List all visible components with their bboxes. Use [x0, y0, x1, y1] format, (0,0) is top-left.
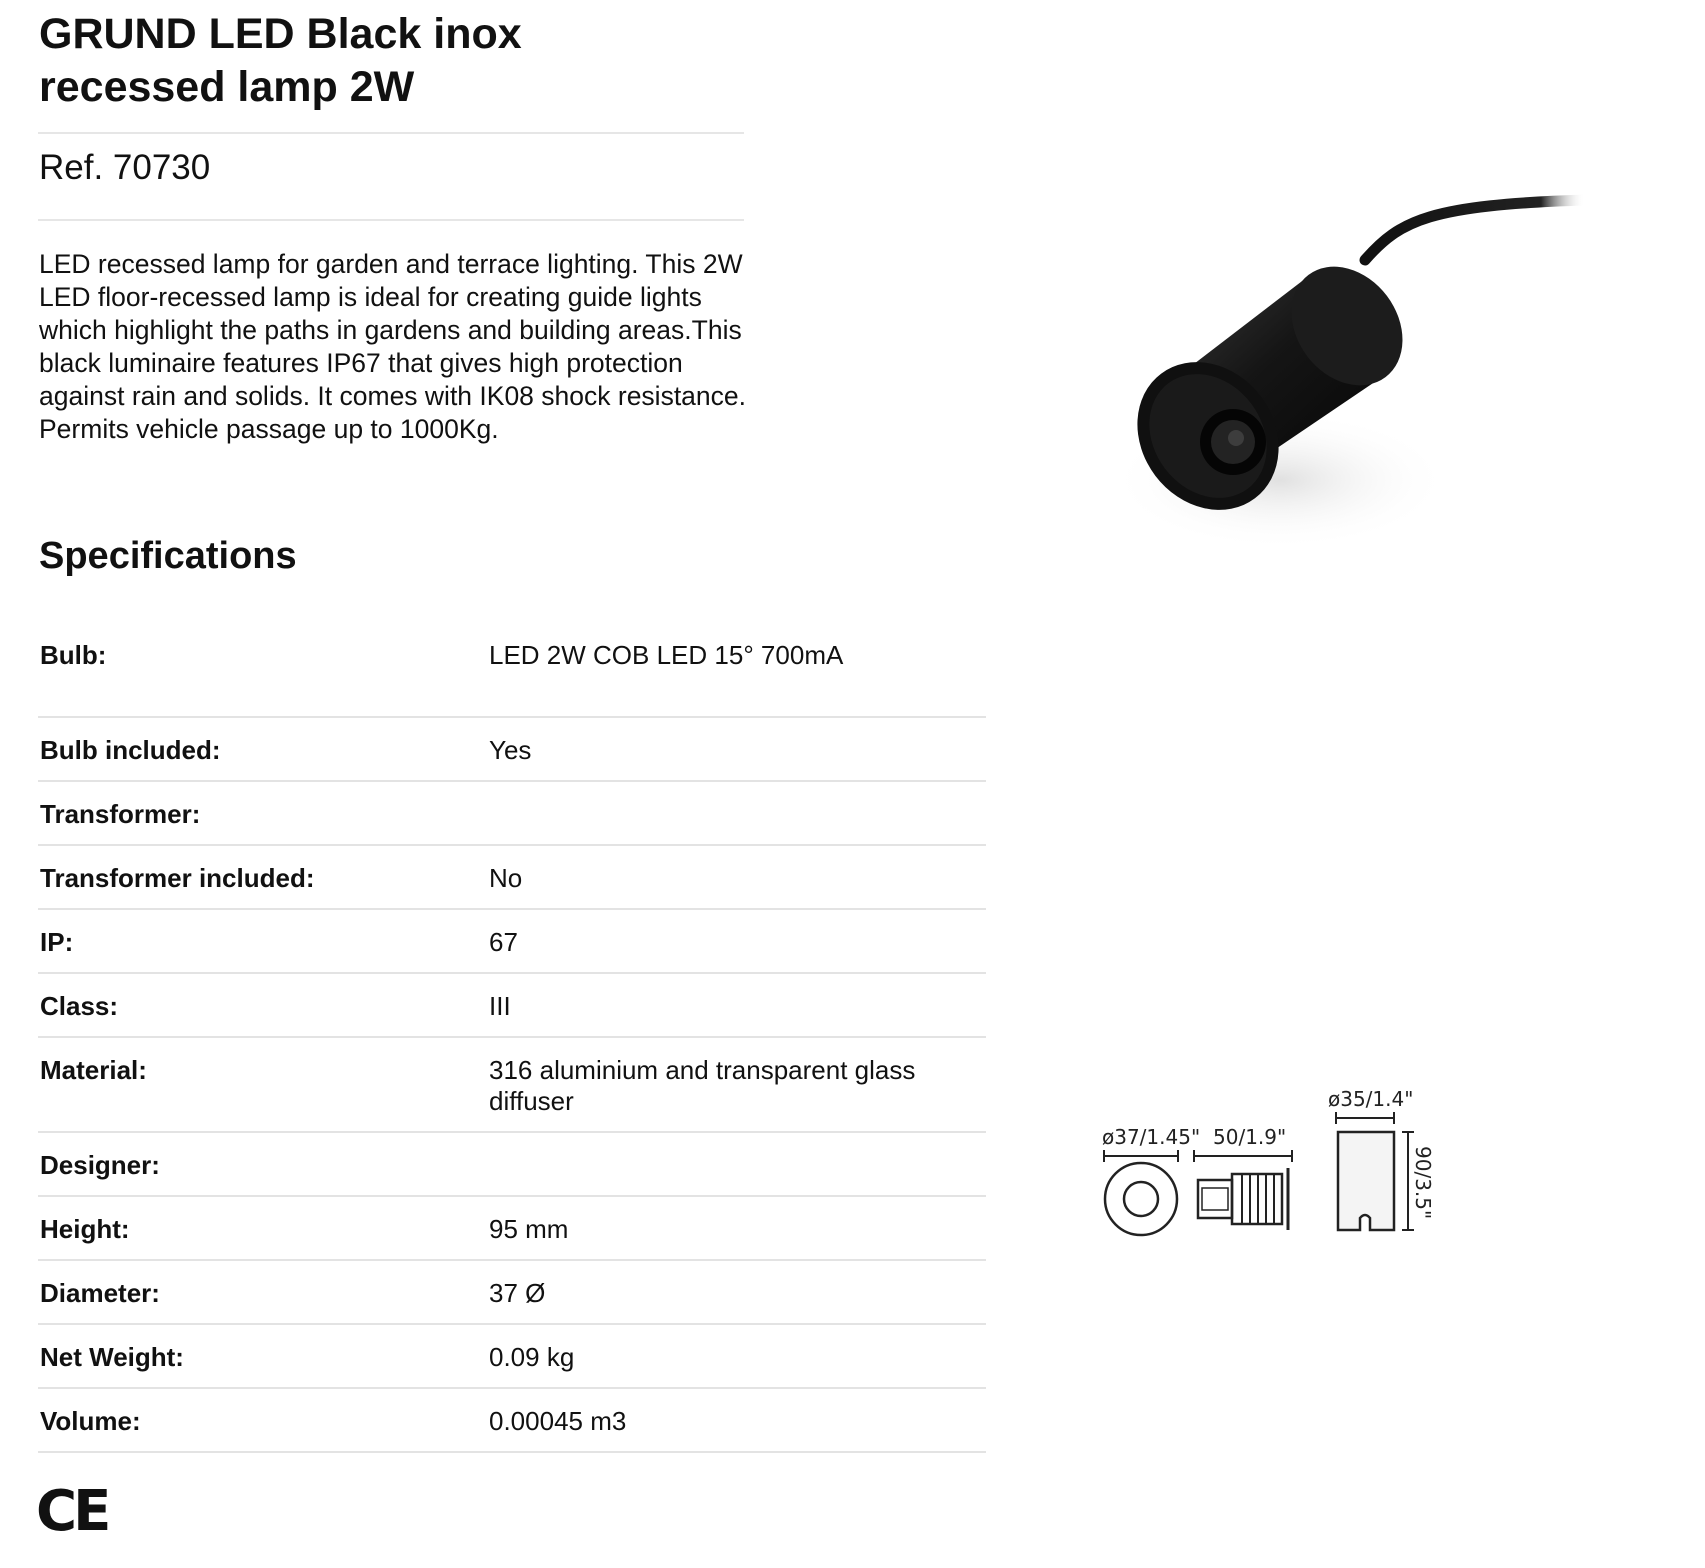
- spec-label: Bulb:: [40, 640, 107, 670]
- spec-row-designer: [38, 1133, 986, 1197]
- spec-label: Height:: [40, 1214, 130, 1244]
- specifications-table: [38, 620, 986, 1453]
- spec-label: Transformer included:: [40, 863, 315, 893]
- divider: [38, 132, 744, 134]
- spec-value: III: [489, 991, 511, 1021]
- spec-value: LED 2W COB LED 15° 700mA: [489, 640, 844, 670]
- spec-row-bulb: [38, 620, 986, 718]
- spec-label: Designer:: [40, 1150, 160, 1180]
- spec-value: No: [489, 863, 523, 893]
- spec-row-volume: [38, 1389, 986, 1453]
- spec-label: Material:: [40, 1055, 147, 1085]
- ce-mark-icon: CE: [36, 1479, 108, 1544]
- spec-row-ip: [38, 910, 986, 974]
- front-diameter-label: ø37/1.45": [1102, 1125, 1201, 1149]
- spec-value: 316 aluminium and transparent glass diffuser: [489, 1055, 916, 1116]
- spec-value: 67: [489, 927, 518, 957]
- product-image: [1110, 180, 1590, 580]
- product-reference: Ref. 70730: [39, 148, 211, 187]
- spec-label: Net Weight:: [40, 1342, 184, 1372]
- spec-value: 37 Ø: [489, 1278, 546, 1308]
- spec-row-material: [38, 1038, 986, 1133]
- spec-label: Transformer:: [40, 799, 201, 829]
- spec-label: Volume:: [40, 1406, 141, 1436]
- spec-value: Yes: [489, 735, 532, 765]
- side-length-label: 50/1.9": [1213, 1125, 1287, 1149]
- product-description: LED recessed lamp for garden and terrace lighting. This 2W LED floor-recessed lamp is ideal for creating guide lights which highlight the paths in gardens and building areas.This black luminaire features IP67 that gives high protection against rain and solids. It comes with IK08 shock resistance. Permits vehicle passage up to 1000Kg.: [39, 249, 747, 444]
- spec-row-transformer: [38, 782, 986, 846]
- spec-row-bulb-included: [38, 718, 986, 782]
- spec-value: 0.09 kg: [489, 1342, 575, 1372]
- spec-value: 95 mm: [489, 1214, 569, 1244]
- spec-row-diameter: [38, 1261, 986, 1325]
- spec-row-net-weight: [38, 1325, 986, 1389]
- product-title-line-2: recessed lamp 2W: [39, 63, 415, 111]
- product-title: [39, 8, 759, 114]
- spec-label: Bulb included:: [40, 735, 221, 765]
- body-diameter-label: ø35/1.4": [1328, 1087, 1414, 1111]
- body-height-label: 90/3.5": [1411, 1146, 1435, 1220]
- spec-value: 0.00045 m3: [489, 1406, 627, 1436]
- spec-row-transformer-included: [38, 846, 986, 910]
- specifications-heading: Specifications: [39, 535, 297, 577]
- spec-row-height: [38, 1197, 986, 1261]
- product-title-line-1: GRUND LED Black inox: [39, 10, 522, 58]
- spec-row-class: [38, 974, 986, 1038]
- spec-label: Diameter:: [40, 1278, 160, 1308]
- divider: [38, 219, 744, 221]
- spec-label: Class:: [40, 991, 119, 1021]
- dimension-drawing: [1090, 1080, 1460, 1260]
- spec-label: IP:: [40, 927, 74, 957]
